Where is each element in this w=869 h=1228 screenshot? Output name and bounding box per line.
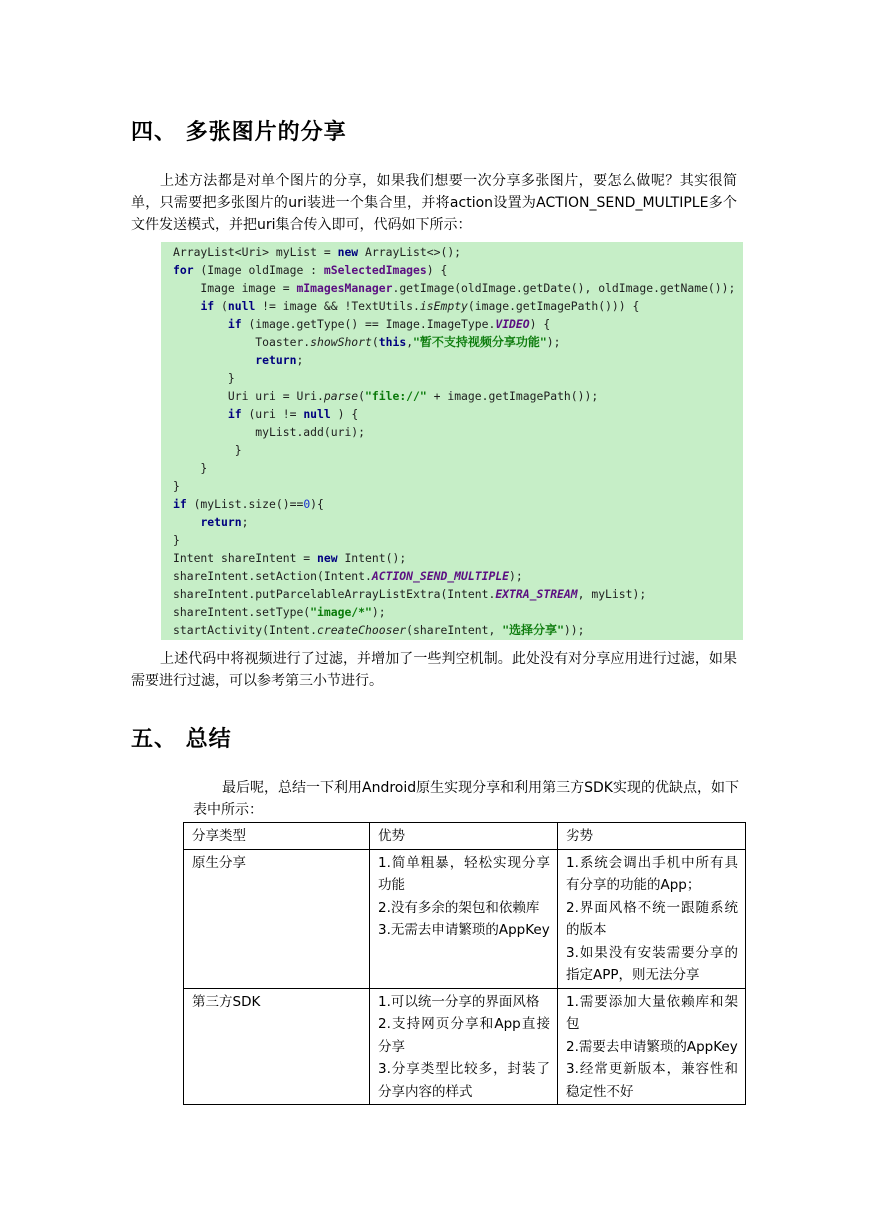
con-item: 2.需要去申请繁琐的AppKey <box>566 1038 738 1055</box>
con-item: 3.经常更新版本，兼容性和稳定性不好 <box>566 1061 738 1100</box>
pro-item: 2.支持网页分享和App直接分享 <box>378 1016 550 1055</box>
row-cons <box>558 988 746 1105</box>
row-pros <box>370 988 558 1105</box>
header-pros: 优势 <box>370 823 558 850</box>
pro-item: 2.没有多余的架包和依赖库 <box>378 899 540 916</box>
code-text: ArrayList<Uri> myList = new ArrayList<>(); for (Image oldImage : mSelectedImages) { Image image = mImagesManager.getImage(oldImage.getDate(), oldImage.getName()); if (null != image && !TextUtils.isEmpty(image.getImagePath())) { if (image.getType() == Image.ImageType.VIDEO) { Toaster.showShort(this,"暂不支持视频分享功能"); return; } Uri uri = Uri.parse("file://" + image.getImagePath()); if (uri != null ) { myList.add(uri); } } } if (myList.size()==0){ return; } Intent shareIntent = new Intent(); shareIntent.setAction(Intent.ACTION_SEND_MULTIPLE); shareIntent.putParcelableArrayListExtra(Intent.EXTRA_STREAM, myList); shareIntent.setType("image/*"); startActivity(Intent.createChooser(shareIntent, "选择分享")); <box>173 245 736 637</box>
table-header-row <box>184 823 746 850</box>
pro-item: 3.分享类型比较多，封装了分享内容的样式 <box>378 1061 550 1100</box>
table-row <box>184 988 746 1105</box>
row-pros <box>370 849 558 988</box>
section-5-intro: 最后呢，总结一下利用Android原生实现分享和利用第三方SDK实现的优缺点，如下表中所示： <box>193 780 739 818</box>
header-share-type: 分享类型 <box>184 823 370 850</box>
pro-item: 3.无需去申请繁琐的AppKey <box>378 922 550 938</box>
header-cons: 劣势 <box>558 823 746 850</box>
con-item: 3.如果没有安装需要分享的指定APP，则无法分享 <box>566 944 738 983</box>
table-row <box>184 849 746 988</box>
row-type: 原生分享 <box>184 849 370 988</box>
row-type: 第三方SDK <box>184 988 370 1105</box>
section-4-after-code: 上述代码中将视频进行了过滤，并增加了一些判空机制。此处没有对分享应用进行过滤，如果需要进行过滤，可以参考第三小节进行。 <box>131 651 737 689</box>
con-item: 1.需要添加大量依赖库和架包 <box>566 993 738 1032</box>
con-item: 2.界面风格不统一跟随系统的版本 <box>566 899 738 938</box>
con-item: 1.系统会调出手机中所有具有分享的功能的App； <box>566 854 738 893</box>
comparison-table <box>183 822 746 1105</box>
section-4-heading: 四、 多张图片的分享 <box>131 120 347 145</box>
pro-item: 1.简单粗暴，轻松实现分享功能 <box>378 854 550 893</box>
code-block <box>161 242 743 640</box>
row-cons <box>558 849 746 988</box>
section-4-intro: 上述方法都是对单个图片的分享，如果我们想要一次分享多张图片，要怎么做呢？其实很简单，只需要把多张图片的uri装进一个集合里，并将action设置为ACTION_SEND_MULTIPLE多个文件发送模式，并把uri集合传入即可，代码如下所示： <box>131 173 737 233</box>
section-5-heading: 五、 总结 <box>131 727 232 752</box>
pro-item: 1.可以统一分享的界面风格 <box>378 993 540 1010</box>
